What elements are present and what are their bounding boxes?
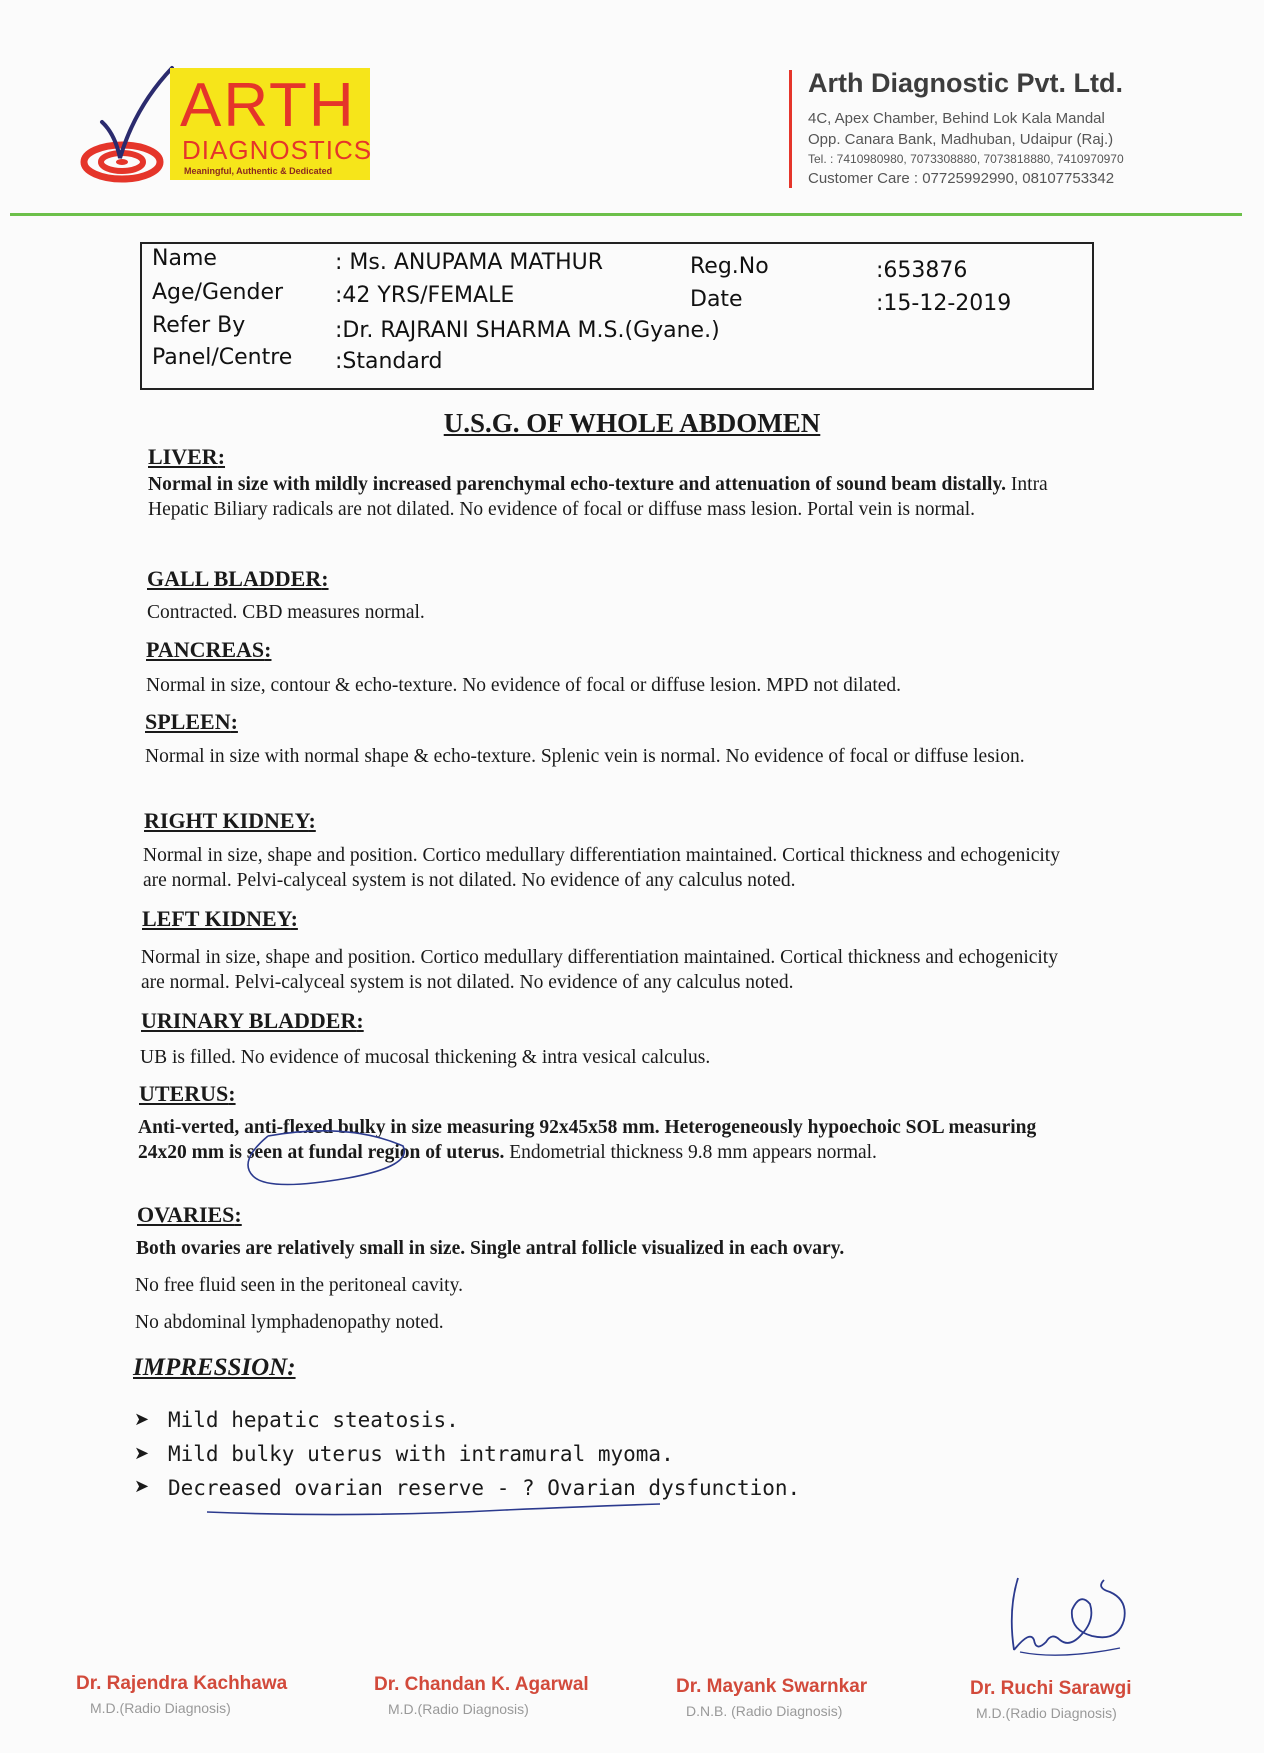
bullet-arrow-icon: ➤ bbox=[134, 1476, 150, 1497]
right-kidney-heading: RIGHT KIDNEY: bbox=[144, 808, 316, 833]
header-rule bbox=[10, 213, 1242, 216]
handwritten-circle-mark bbox=[228, 1126, 418, 1196]
gall-bladder-text: Contracted. CBD measures normal. bbox=[147, 602, 425, 623]
uterus-heading: UTERUS: bbox=[139, 1081, 236, 1106]
age-gender-value: :42 YRS/FEMALE bbox=[335, 283, 515, 308]
doctor-name: Dr. Rajendra Kachhawa bbox=[76, 1673, 288, 1694]
pancreas-text: Normal in size, contour & echo-texture. No evidence of focal or diffuse lesion. MPD not dilated. bbox=[146, 675, 902, 696]
panel-centre-label: Panel/Centre bbox=[152, 345, 293, 370]
logo-subtitle: DIAGNOSTICS bbox=[182, 135, 373, 165]
doctor-name: Dr. Mayank Swarnkar bbox=[676, 1676, 868, 1697]
impression-item: Mild hepatic steatosis. bbox=[168, 1408, 459, 1432]
bullet-arrow-icon: ➤ bbox=[134, 1443, 150, 1464]
uterus-text: Anti-verted, anti-flexed bulky in size measuring 92x45x58 mm. Heterogeneously hypoechoic SOL measuring 24x20 mm is seen at fundal region of uterus. Endometrial thickness 9.8 mm appears normal. bbox=[138, 1117, 1037, 1163]
spleen-heading: SPLEEN: bbox=[145, 709, 238, 734]
logo-target-icon bbox=[80, 62, 180, 187]
customer-care: Customer Care : 07725992990, 08107753342 bbox=[808, 170, 1115, 187]
reg-no-value: :653876 bbox=[876, 258, 968, 283]
doctor-name: Dr. Chandan K. Agarwal bbox=[374, 1674, 589, 1695]
doctor-name: Dr. Ruchi Sarawgi bbox=[970, 1678, 1132, 1699]
spleen-text: Normal in size with normal shape & echo-texture. Splenic vein is normal. No evidence of focal or diffuse lesion. bbox=[145, 746, 1025, 767]
age-gender-label: Age/Gender bbox=[152, 280, 284, 305]
impression-item: Mild bulky uterus with intramural myoma. bbox=[168, 1442, 674, 1466]
doctor-degree: M.D.(Radio Diagnosis) bbox=[388, 1701, 529, 1717]
telephone-numbers: Tel. : 7410980980, 7073308880, 7073818880, 7410970970 bbox=[808, 152, 1124, 166]
liver-heading: LIVER: bbox=[148, 444, 226, 469]
reg-no-label: Reg.No bbox=[690, 254, 769, 279]
date-value: :15-12-2019 bbox=[876, 291, 1012, 316]
refer-by-value: :Dr. RAJRANI SHARMA M.S.(Gyane.) bbox=[335, 318, 720, 343]
ovaries-heading: OVARIES: bbox=[137, 1202, 242, 1227]
impression-heading: IMPRESSION: bbox=[133, 1354, 296, 1381]
peritoneal-fluid-text: No free fluid seen in the peritoneal cavity. bbox=[135, 1275, 463, 1296]
address-line-1: 4C, Apex Chamber, Behind Lok Kala Mandal bbox=[808, 110, 1105, 127]
doctor-degree: D.N.B. (Radio Diagnosis) bbox=[686, 1703, 843, 1719]
logo-wordmark: ARTH bbox=[180, 71, 356, 140]
doctor-signature-icon bbox=[1000, 1570, 1140, 1665]
doctor-degree: M.D.(Radio Diagnosis) bbox=[976, 1705, 1117, 1721]
liver-text: Normal in size with mildly increased parenchymal echo-texture and attenuation of sound beam distally. Intra Hepatic Biliary radicals are not dilated. No evidence of focal or diffuse mass lesion. Portal vein is normal. bbox=[148, 474, 1048, 520]
urinary-bladder-text: UB is filled. No evidence of mucosal thickening & intra vesical calculus. bbox=[140, 1047, 711, 1068]
report-title: U.S.G. OF WHOLE ABDOMEN bbox=[443, 408, 821, 438]
refer-by-label: Refer By bbox=[152, 313, 246, 338]
ovaries-text: Both ovaries are relatively small in size. Single antral follicle visualized in each ovary. bbox=[136, 1238, 845, 1259]
left-kidney-text: Normal in size, shape and position. Cortico medullary differentiation maintained. Cortical thickness and echogenicity are normal. Pelvi-calyceal system is not dilated. No evidence of any calculus noted. bbox=[141, 947, 1058, 993]
gall-bladder-heading: GALL BLADDER: bbox=[147, 566, 329, 591]
header-divider bbox=[789, 70, 792, 188]
panel-centre-value: :Standard bbox=[335, 349, 443, 374]
impression-item: Decreased ovarian reserve - ? Ovarian dysfunction. bbox=[168, 1476, 801, 1500]
company-name: Arth Diagnostic Pvt. Ltd. bbox=[808, 68, 1124, 98]
lymphadenopathy-text: No abdominal lymphadenopathy noted. bbox=[135, 1312, 444, 1333]
bullet-arrow-icon: ➤ bbox=[134, 1409, 150, 1430]
doctor-degree: M.D.(Radio Diagnosis) bbox=[90, 1700, 231, 1716]
left-kidney-heading: LEFT KIDNEY: bbox=[142, 906, 298, 931]
urinary-bladder-heading: URINARY BLADDER: bbox=[141, 1008, 364, 1033]
handwritten-underline-mark bbox=[205, 1500, 665, 1520]
name-value: : Ms. ANUPAMA MATHUR bbox=[335, 250, 604, 275]
date-label: Date bbox=[690, 287, 743, 312]
address-line-2: Opp. Canara Bank, Madhuban, Udaipur (Raj.) bbox=[808, 131, 1114, 148]
logo-tagline: Meaningful, Authentic & Dedicated bbox=[184, 166, 333, 176]
name-label: Name bbox=[152, 246, 217, 271]
right-kidney-text: Normal in size, shape and position. Cortico medullary differentiation maintained. Cortical thickness and echogenicity are normal. Pelvi-calyceal system is not dilated. No evidence of any calculus noted. bbox=[143, 845, 1060, 891]
pancreas-heading: PANCREAS: bbox=[146, 637, 272, 662]
